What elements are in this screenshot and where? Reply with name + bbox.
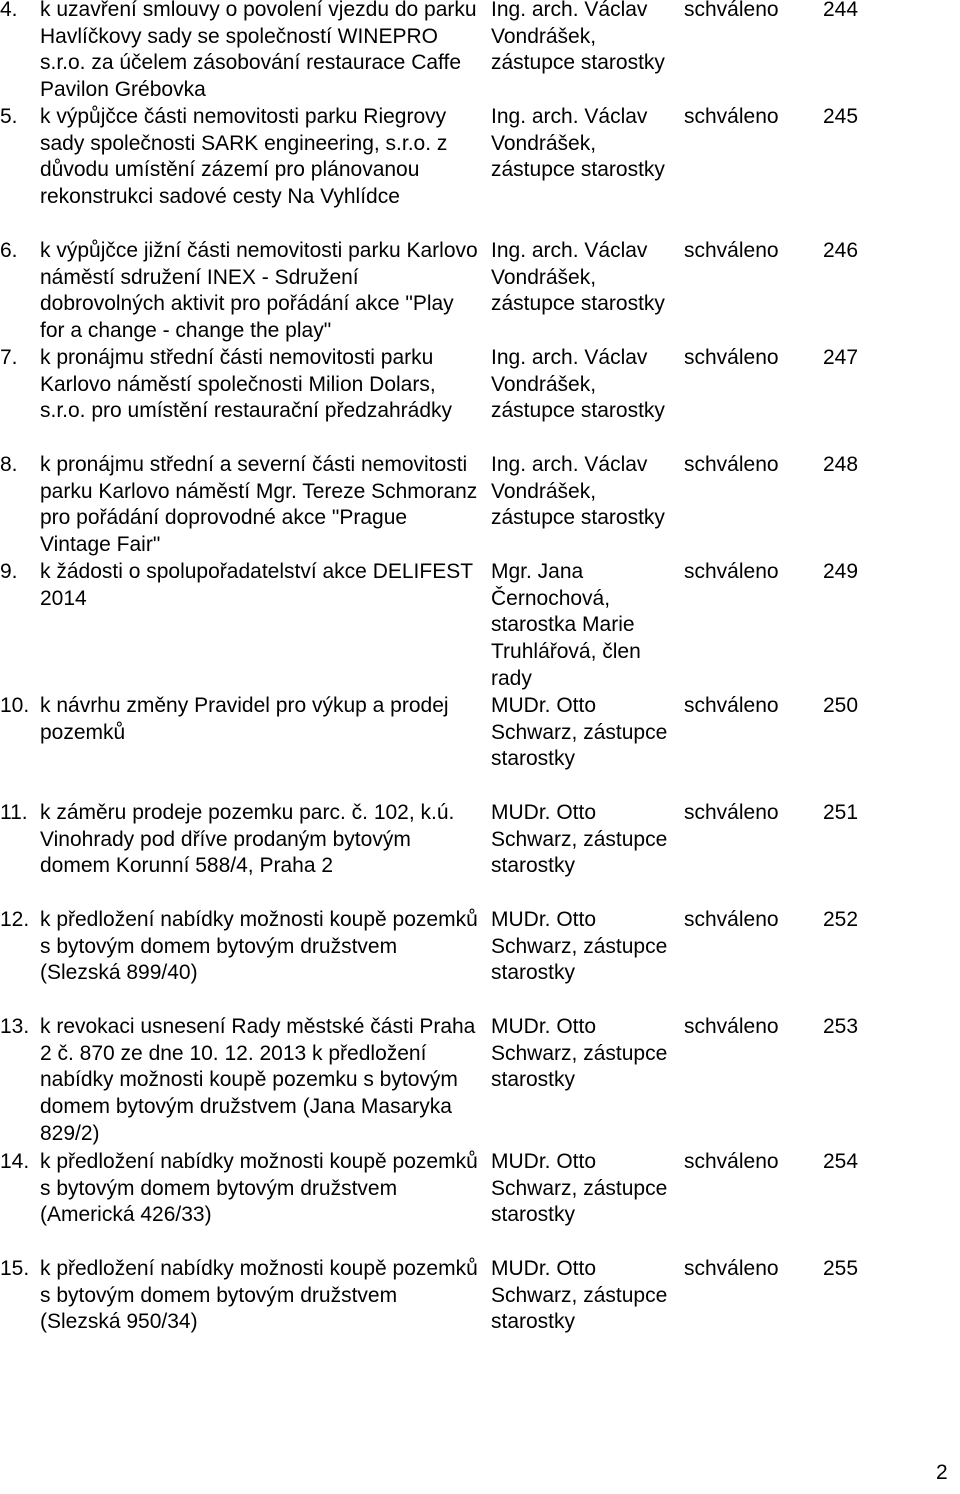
item-status: schváleno [684, 346, 779, 369]
item-status: schváleno [684, 908, 779, 931]
item-subject: k předložení nabídky možnosti koupě pozemků s bytovým domem bytovým družstvem (Americká 426/33) [40, 1150, 478, 1227]
item-status: schváleno [684, 1015, 779, 1038]
item-subject: k výpůjčce jižní části nemovitosti parku Karlovo náměstí sdružení INEX - Sdružení dobrovolných aktivit pro pořádání akce "Play for a change - change the play" [40, 239, 478, 343]
item-subject: k výpůjčce části nemovitosti parku Riegrovy sady společnosti SARK engineering, s.r.o. z důvodu umístění zázemí pro plánovanou rekonstrukci sadové cesty Na Vyhlídce [40, 105, 448, 209]
item-presenter: MUDr. Otto Schwarz, zástupce starostky [491, 801, 668, 878]
item-presenter: MUDr. Otto Schwarz, zástupce starostky [491, 694, 668, 771]
agenda-row [0, 0, 960, 104]
item-number: 7. [0, 346, 18, 369]
item-subject: k uzavření smlouvy o povolení vjezdu do parku Havlíčkovy sady se společností WINEPRO s.r.o. za účelem zásobování restaurace Caffe Pavilon Grébovka [40, 0, 477, 102]
agenda-row [0, 693, 960, 800]
item-status: schváleno [684, 1150, 779, 1173]
item-subject: k předložení nabídky možnosti koupě pozemků s bytovým domem bytovým družstvem (Slezská 899/40) [40, 908, 478, 985]
agenda-row [0, 559, 960, 693]
item-subject: k žádosti o spolupořadatelství akce DELIFEST 2014 [40, 560, 473, 610]
item-presenter: Ing. arch. Václav Vondrášek, zástupce starostky [491, 346, 665, 423]
item-status: schváleno [684, 1257, 779, 1280]
item-presenter: Ing. arch. Václav Vondrášek, zástupce starostky [491, 239, 665, 316]
item-presenter: Mgr. Jana Černochová, starostka Marie Truhlářová, člen rady [491, 560, 641, 690]
item-number: 8. [0, 453, 18, 476]
item-presenter: Ing. arch. Václav Vondrášek, zástupce starostky [491, 453, 665, 530]
agenda-row [0, 1149, 960, 1256]
item-status: schváleno [684, 105, 779, 128]
item-status: schváleno [684, 801, 779, 824]
resolution-number: 251 [823, 801, 859, 824]
resolution-number: 247 [823, 346, 859, 369]
agenda-row [0, 800, 960, 907]
resolution-number: 255 [823, 1257, 859, 1280]
agenda-row [0, 1256, 960, 1363]
agenda-row [0, 907, 960, 1014]
item-status: schváleno [684, 694, 779, 717]
item-status: schváleno [684, 0, 779, 21]
item-subject: k pronájmu střední a severní části nemovitosti parku Karlovo náměstí Mgr. Tereze Schmoranz pro pořádání doprovodné akce "Prague Vintage Fair" [40, 453, 478, 557]
agenda-row [0, 104, 960, 238]
resolution-number: 249 [823, 560, 859, 583]
item-subject: k návrhu změny Pravidel pro výkup a prodej pozemků [40, 694, 449, 744]
item-presenter: MUDr. Otto Schwarz, zástupce starostky [491, 1015, 668, 1092]
agenda-row [0, 345, 960, 452]
item-number: 13. [0, 1015, 30, 1038]
resolution-number: 248 [823, 453, 859, 476]
item-presenter: MUDr. Otto Schwarz, zástupce starostky [491, 1257, 668, 1334]
item-presenter: Ing. arch. Václav Vondrášek, zástupce starostky [491, 105, 665, 182]
resolution-number: 246 [823, 239, 859, 262]
resolution-number: 250 [823, 694, 859, 717]
resolution-number: 254 [823, 1150, 859, 1173]
item-status: schváleno [684, 239, 779, 262]
item-number: 5. [0, 105, 18, 128]
resolution-number: 244 [823, 0, 859, 21]
agenda-row [0, 238, 960, 345]
item-status: schváleno [684, 560, 779, 583]
resolution-number: 245 [823, 105, 859, 128]
item-presenter: Ing. arch. Václav Vondrášek, zástupce starostky [491, 0, 665, 75]
agenda-row [0, 1014, 960, 1149]
item-number: 6. [0, 239, 18, 262]
resolution-number: 252 [823, 908, 859, 931]
item-number: 12. [0, 908, 30, 931]
item-subject: k předložení nabídky možnosti koupě pozemků s bytovým domem bytovým družstvem (Slezská 950/34) [40, 1257, 478, 1334]
item-number: 10. [0, 694, 30, 717]
page-number: 2 [936, 1461, 948, 1484]
item-status: schváleno [684, 453, 779, 476]
item-subject: k revokaci usnesení Rady městské části Praha 2 č. 870 ze dne 10. 12. 2013 k předložení nabídky možnosti koupě pozemku s bytovým domem bytovým družstvem (Jana Masaryka 829/2) [40, 1015, 476, 1145]
item-presenter: MUDr. Otto Schwarz, zástupce starostky [491, 1150, 668, 1227]
agenda-row [0, 452, 960, 559]
item-number: 15. [0, 1257, 30, 1280]
item-number: 4. [0, 0, 18, 21]
item-subject: k pronájmu střední části nemovitosti parku Karlovo náměstí společnosti Milion Dolars, s.r.o. pro umístění restaurační předzahrádky [40, 346, 453, 423]
item-subject: k záměru prodeje pozemku parc. č. 102, k.ú. Vinohrady pod dříve prodaným bytovým domem Korunní 588/4, Praha 2 [40, 801, 455, 878]
item-number: 14. [0, 1150, 30, 1173]
item-number: 11. [0, 801, 28, 824]
item-number: 9. [0, 560, 18, 583]
item-presenter: MUDr. Otto Schwarz, zástupce starostky [491, 908, 668, 985]
resolution-number: 253 [823, 1015, 859, 1038]
